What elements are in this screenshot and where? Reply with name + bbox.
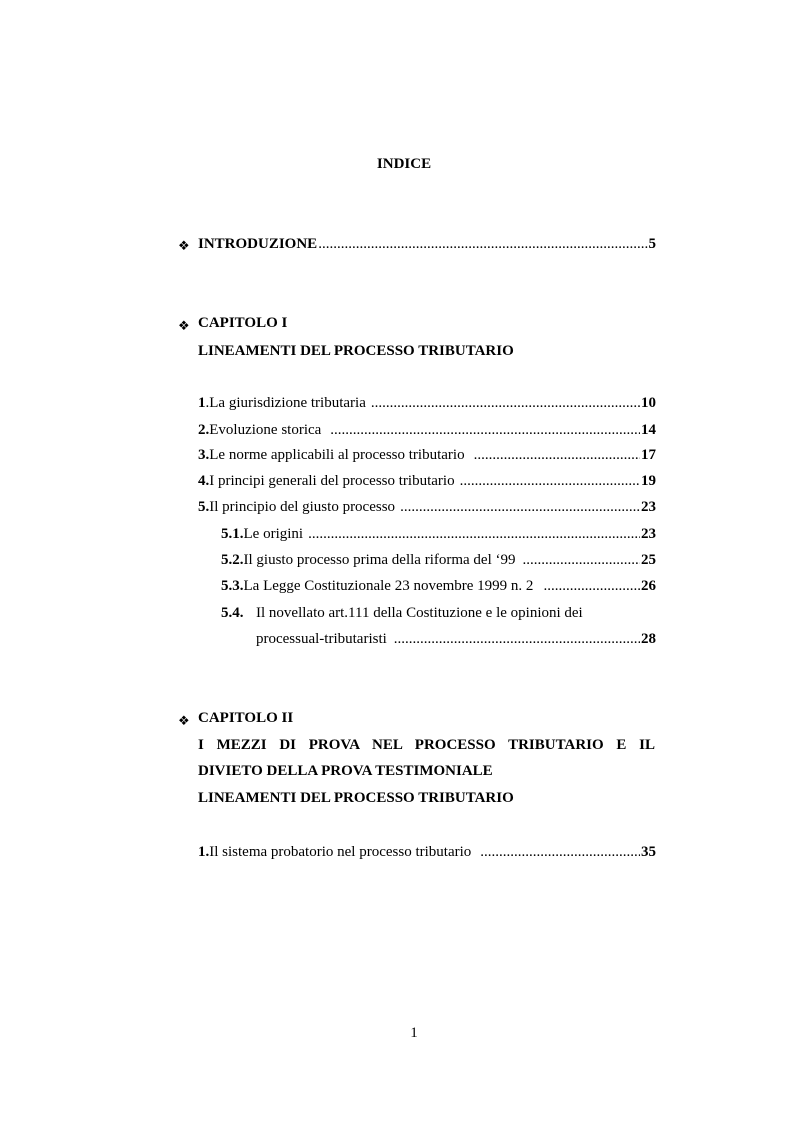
toc-entry-number: 4.: [198, 473, 210, 489]
toc-entry-number: 1.: [198, 395, 210, 411]
toc-subentry[interactable]: [221, 578, 656, 595]
dot-leader: [330, 422, 640, 439]
toc-entry-text: Il sistema probatorio nel processo tributario: [209, 844, 472, 860]
dot-leader: [394, 631, 640, 648]
toc-entry-text: Il giusto processo prima della riforma del ‘99: [243, 552, 516, 568]
toc-entry-introduzione[interactable]: [198, 236, 656, 253]
dot-leader: [543, 578, 640, 595]
dot-leader: [460, 473, 640, 490]
toc-entry-number: 5.4.: [221, 605, 244, 621]
toc-entry[interactable]: [198, 395, 656, 412]
bullet-diamond-icon: ❖: [178, 318, 190, 333]
chapter-subtitle: I MEZZI DI PROVA NEL PROCESSO TRIBUTARIO E IL: [198, 737, 655, 753]
dot-leader: [400, 499, 640, 516]
bullet-diamond-icon: ❖: [178, 238, 190, 253]
toc-entry-text: Il principio del giusto processo: [209, 499, 396, 515]
toc-entry-number: 1.: [198, 844, 210, 860]
toc-entry-page: 5: [648, 236, 656, 252]
toc-entry[interactable]: [198, 473, 656, 490]
chapter-heading: CAPITOLO I: [198, 315, 288, 331]
chapter-subtitle: LINEAMENTI DEL PROCESSO TRIBUTARIO: [198, 790, 514, 806]
toc-entry-text: Le norme applicabili al processo tributario: [209, 447, 465, 463]
toc-entry[interactable]: [198, 447, 656, 464]
toc-entry-number: 3.: [198, 447, 210, 463]
toc-subentry-continuation[interactable]: [256, 631, 656, 648]
toc-subentry[interactable]: [221, 552, 656, 569]
page-title: INDICE: [376, 156, 432, 172]
toc-entry[interactable]: [198, 499, 656, 516]
toc-entry-text: Evoluzione storica: [209, 422, 322, 438]
toc-entry-page: 19: [641, 473, 656, 489]
chapter-subtitle: LINEAMENTI DEL PROCESSO TRIBUTARIO: [198, 343, 514, 359]
toc-entry-page: 26: [641, 578, 656, 594]
toc-entry-number: 5.3.: [221, 578, 244, 594]
toc-entry-text: La Legge Costituzionale 23 novembre 1999 n. 2: [243, 578, 534, 594]
page-number: 1: [410, 1025, 418, 1041]
toc-entry-page: 25: [641, 552, 656, 568]
toc-entry-number: 5.2.: [221, 552, 244, 568]
toc-entry-number: 2.: [198, 422, 210, 438]
dot-leader: [308, 526, 640, 543]
dot-leader: [523, 552, 640, 569]
toc-entry-text: La giurisdizione tributaria: [209, 395, 366, 411]
toc-entry-text: processual-tributaristi: [256, 631, 387, 647]
toc-entry-label: INTRODUZIONE: [198, 236, 318, 252]
toc-entry-text: Il novellato art.111 della Costituzione e le opinioni dei: [256, 605, 583, 621]
chapter-heading: CAPITOLO II: [198, 710, 294, 726]
toc-entry-page: 10: [641, 395, 656, 411]
toc-entry[interactable]: [198, 844, 656, 861]
bullet-diamond-icon: ❖: [178, 713, 190, 728]
toc-entry-number: 5.: [198, 499, 210, 515]
toc-entry-page: 23: [641, 499, 656, 515]
dot-leader: [474, 447, 640, 464]
toc-entry-page: 35: [641, 844, 656, 860]
toc-entry-page: 28: [641, 631, 656, 647]
toc-entry-page: 17: [641, 447, 656, 463]
toc-entry-page: 14: [641, 422, 656, 438]
toc-entry-number: 5.1.: [221, 526, 244, 542]
toc-entry-text: I principi generali del processo tributario: [209, 473, 455, 489]
dot-leader: [318, 236, 647, 253]
chapter-subtitle: DIVIETO DELLA PROVA TESTIMONIALE: [198, 763, 493, 779]
dot-leader: [371, 395, 640, 412]
toc-entry-text: Le origini: [243, 526, 304, 542]
toc-entry[interactable]: [198, 422, 656, 439]
dot-leader: [480, 844, 640, 861]
toc-subentry[interactable]: [221, 526, 656, 543]
toc-entry-page: 23: [641, 526, 656, 542]
toc-subentry[interactable]: [221, 605, 656, 622]
